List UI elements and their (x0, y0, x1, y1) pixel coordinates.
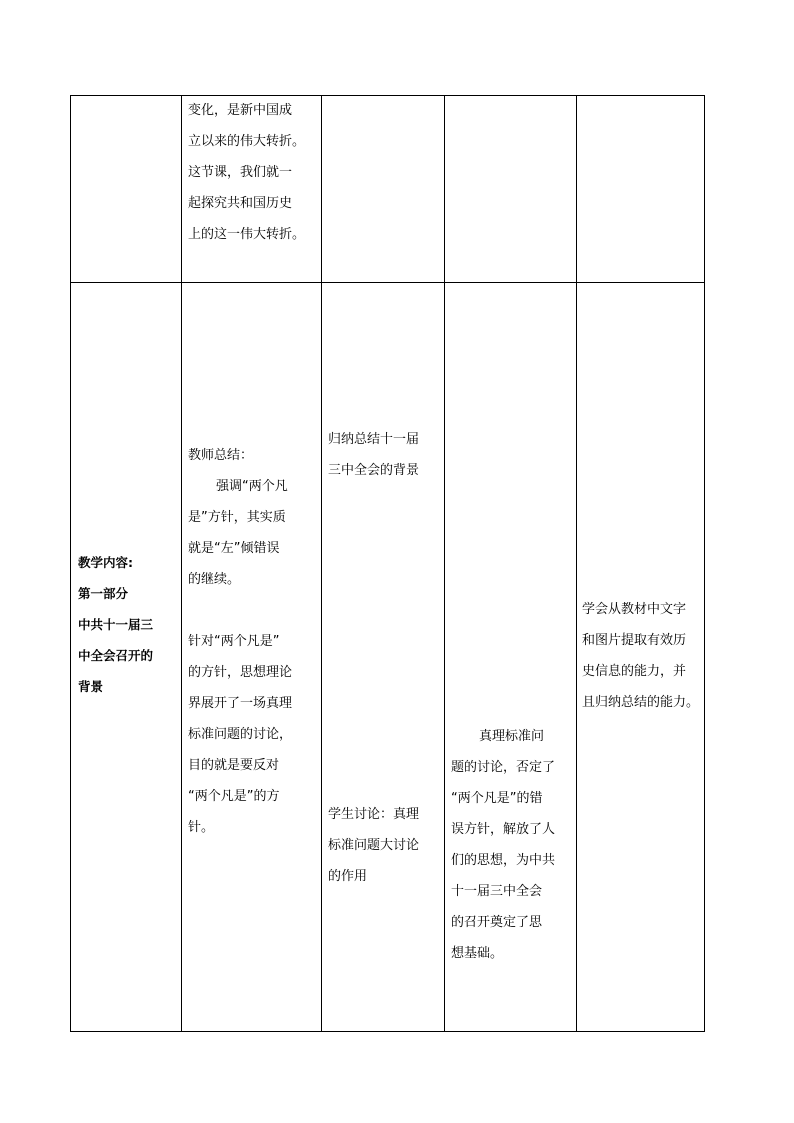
text-line: 背景 (78, 679, 104, 694)
text-line: 上的这一伟大转折。 (188, 227, 306, 242)
column-divider-1 (181, 95, 182, 1032)
text-line: 学生讨论：真理 (328, 807, 420, 822)
text-line: 的继续。 (188, 572, 241, 587)
text-line: “两个凡是”的错 (451, 791, 543, 806)
table-top-border (70, 95, 705, 96)
text-line: 十一届三中全会 (451, 884, 543, 899)
row1-process-text (188, 95, 305, 250)
text-line: 针对“两个凡是” (188, 634, 280, 649)
text-line: 归纳总结十一届 (328, 432, 420, 447)
teaching-content-label (78, 547, 153, 702)
text-line: 误方针，解放了人 (451, 822, 556, 837)
text-line: 和图片提取有效历 (582, 633, 687, 648)
design-intent-text (451, 721, 555, 969)
column-divider-4 (576, 95, 577, 1032)
teacher-summary (188, 440, 288, 595)
text-line: 第一部分 (78, 586, 129, 601)
table-left-border (70, 95, 71, 1032)
text-line: 中全会召开的 (78, 648, 154, 663)
text-line: 真理标准问 (479, 729, 545, 744)
table-bottom-border (70, 1031, 705, 1032)
text-line: 立以来的伟大转折。 (188, 134, 306, 149)
text-line: 三中全会的背景 (328, 463, 420, 478)
text-line: 中共十一届三 (78, 617, 154, 632)
row-divider (70, 282, 705, 283)
truth-debate-paragraph (188, 626, 292, 843)
text-line: 标准问题大讨论 (328, 838, 420, 853)
column-divider-3 (444, 95, 445, 1032)
text-line: 强调“两个凡 (216, 479, 288, 494)
text-line: 就是“左”倾错误 (188, 541, 280, 556)
student-discussion (328, 799, 419, 892)
text-line: 们的思想，为中共 (451, 853, 556, 868)
student-activity-summary (328, 424, 419, 486)
ability-goal-text (582, 594, 699, 718)
text-line: 学会从教材中文字 (582, 602, 687, 617)
text-line: 标准问题的讨论， (188, 727, 293, 742)
text-line: 目的就是要反对 (188, 758, 280, 773)
column-divider-2 (321, 95, 322, 1032)
text-line: 史信息的能力，并 (582, 664, 687, 679)
table-right-border (704, 95, 705, 1032)
text-line: 想基础。 (451, 946, 504, 961)
text-line: 这节课，我们就一 (188, 165, 293, 180)
text-line: 是”方针，其实质 (188, 510, 286, 525)
text-line: 起探究共和国历史 (188, 196, 293, 211)
text-line: “两个凡是”的方 (188, 789, 280, 804)
text-line: 的方针，思想理论 (188, 665, 293, 680)
text-line: 题的讨论，否定了 (451, 760, 556, 775)
text-line: 的召开奠定了思 (451, 915, 543, 930)
text-line: 教学内容: (78, 555, 133, 570)
summary-title: 教师总结： (188, 448, 254, 463)
text-line: 针。 (188, 820, 215, 835)
text-line: 且归纳总结的能力。 (582, 695, 700, 710)
text-line: 的作用 (328, 869, 368, 884)
text-line: 界展开了一场真理 (188, 696, 293, 711)
text-line: 变化，是新中国成 (188, 103, 293, 118)
